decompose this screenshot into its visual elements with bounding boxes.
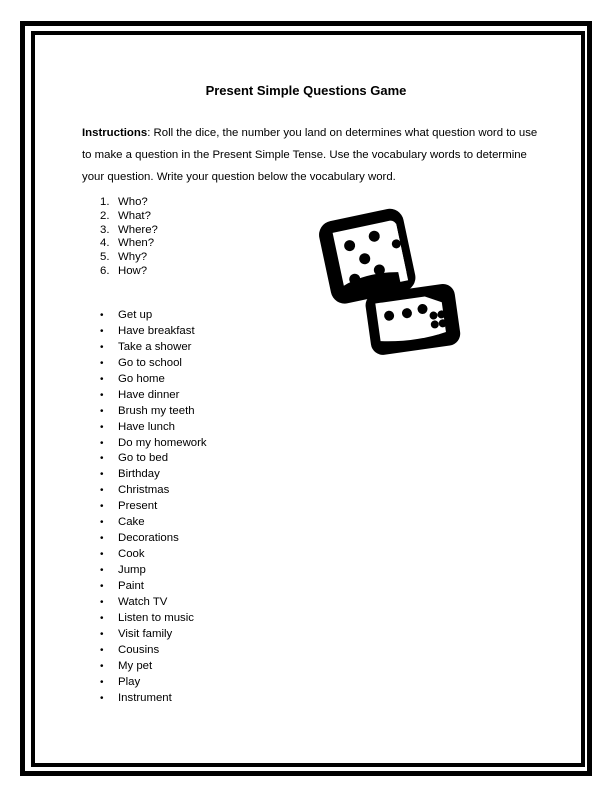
vocabulary-word: Listen to music: [118, 611, 194, 624]
bullet-icon: •: [100, 341, 104, 353]
vocabulary-word: Get up: [118, 309, 153, 321]
vocabulary-word: Paint: [118, 579, 144, 592]
question-word-text: What?: [118, 209, 151, 222]
question-word-number: 1.: [100, 196, 110, 208]
bullet-icon: •: [100, 389, 104, 401]
bullet-icon: •: [100, 517, 104, 529]
dice-icon: [316, 200, 462, 360]
bullet-icon: •: [100, 549, 104, 561]
bullet-icon: •: [100, 469, 104, 481]
question-word-item: [100, 251, 158, 265]
bullet-icon: •: [100, 325, 104, 337]
question-word-number: 2.: [100, 209, 110, 222]
vocabulary-word: Do my homework: [118, 436, 207, 449]
question-word-number: 5.: [100, 251, 110, 264]
question-word-list: [100, 196, 158, 279]
instructions-text: : Roll the dice, the number you land on determines what question word to use to make a question in the Present Simple Tense. Use the vocabulary words to determine your question. Write your question below the vocabulary word.: [82, 127, 538, 183]
bullet-icon: •: [100, 612, 104, 624]
vocabulary-item: [100, 675, 207, 691]
vocabulary-item: [100, 611, 207, 627]
bullet-icon: •: [100, 692, 104, 704]
vocabulary-item: [100, 515, 207, 531]
vocabulary-word: Cook: [118, 548, 145, 561]
vocabulary-word: Instrument: [118, 691, 172, 704]
vocabulary-word: Play: [118, 675, 141, 688]
bullet-icon: •: [100, 596, 104, 608]
bullet-icon: •: [100, 373, 104, 385]
vocabulary-item: [100, 531, 207, 547]
vocabulary-word: Cousins: [118, 643, 160, 656]
vocabulary-word: Brush my teeth: [118, 404, 195, 417]
bullet-icon: •: [100, 437, 104, 449]
bullet-icon: •: [100, 485, 104, 497]
bullet-icon: •: [100, 405, 104, 417]
vocabulary-word: Birthday: [118, 468, 160, 481]
vocabulary-item: [100, 659, 207, 675]
bullet-icon: •: [100, 501, 104, 513]
question-word-item: [100, 210, 158, 224]
bullet-icon: •: [100, 357, 104, 369]
vocabulary-word: Have dinner: [118, 388, 180, 401]
bullet-icon: •: [100, 533, 104, 545]
instructions-label: Instructions: [82, 127, 148, 139]
vocabulary-word: Have lunch: [118, 420, 175, 433]
vocabulary-item: [100, 420, 207, 436]
vocabulary-item: [100, 627, 207, 643]
vocabulary-item: [100, 547, 207, 563]
bullet-icon: •: [100, 660, 104, 672]
vocabulary-item: [100, 691, 207, 707]
vocabulary-item: [100, 499, 207, 515]
vocabulary-word: Have breakfast: [118, 324, 195, 337]
vocabulary-word: Go to school: [118, 356, 182, 369]
question-word-text: When?: [118, 237, 155, 250]
vocabulary-word: Watch TV: [118, 595, 168, 608]
vocabulary-word: Cake: [118, 516, 145, 529]
vocabulary-item: [100, 563, 207, 579]
vocabulary-word: Christmas: [118, 484, 170, 497]
bullet-icon: •: [100, 644, 104, 656]
bullet-icon: •: [100, 310, 104, 321]
vocabulary-word: Take a shower: [118, 340, 192, 353]
vocabulary-word: My pet: [118, 659, 153, 672]
vocabulary-word: Visit family: [118, 627, 173, 640]
vocabulary-item: [100, 579, 207, 595]
vocabulary-word: Go home: [118, 372, 165, 385]
bullet-icon: •: [100, 421, 104, 433]
vocabulary-item: [100, 483, 207, 499]
question-word-item: [100, 237, 158, 251]
question-word-text: How?: [118, 264, 148, 277]
bullet-icon: •: [100, 453, 104, 465]
instructions-paragraph: [82, 122, 542, 188]
question-word-text: Why?: [118, 251, 148, 264]
bullet-icon: •: [100, 580, 104, 592]
vocabulary-item: [100, 643, 207, 659]
vocabulary-word: Jump: [118, 564, 146, 576]
question-word-number: 6.: [100, 264, 110, 277]
bullet-icon: •: [100, 565, 104, 576]
vocabulary-item: [100, 388, 207, 404]
vocabulary-item: [100, 404, 207, 420]
question-word-item: [100, 265, 158, 279]
vocabulary-item: [100, 451, 207, 467]
question-word-item: [100, 224, 158, 238]
page-title: Present Simple Questions Game: [205, 83, 407, 98]
question-word-number: 3.: [100, 223, 110, 236]
question-word-number: 4.: [100, 237, 110, 250]
vocabulary-word: Present: [118, 500, 158, 513]
vocabulary-item: [100, 467, 207, 483]
vocabulary-item: [100, 436, 207, 452]
question-word-text: Where?: [118, 223, 158, 236]
question-word-item: [100, 196, 158, 210]
vocabulary-item: [100, 372, 207, 388]
small-die: [364, 282, 462, 356]
vocabulary-item: [100, 340, 207, 356]
vocabulary-list: [100, 308, 207, 706]
vocabulary-item: [100, 324, 207, 340]
bullet-icon: •: [100, 676, 104, 688]
vocabulary-word: Decorations: [118, 532, 179, 545]
vocabulary-item: [100, 595, 207, 611]
vocabulary-item: [100, 356, 207, 372]
vocabulary-item: [100, 308, 207, 324]
question-word-text: Who?: [118, 196, 148, 208]
bullet-icon: •: [100, 628, 104, 640]
vocabulary-word: Go to bed: [118, 452, 169, 465]
